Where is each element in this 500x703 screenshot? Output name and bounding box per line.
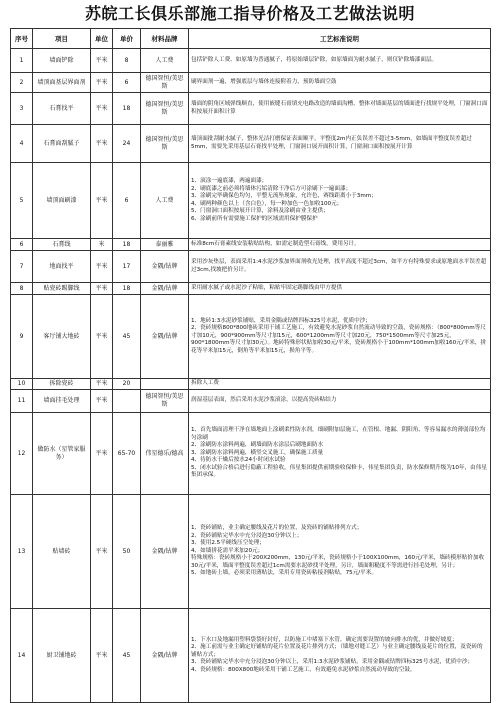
table-row [11,251,491,283]
row-unit: 平米 [91,295,113,379]
desc-line: 4、待防水干燥后按水24小时闭水试验 [191,457,286,464]
row-no: 10 [11,379,33,390]
table-body [11,49,491,703]
table-row [11,390,491,413]
desc-line: 3、瓷砖铺贴完毕水中充分浸泡30分钟以上，采用1:3水泥砂浆铺贴，采用金隅或钻牌四标325号水泥，优质中沙； [191,659,474,666]
header-item: 项目 [33,29,91,49]
row-brand: 德国智恒/美思斯 [141,73,189,93]
table-row [11,125,491,163]
table-row [11,49,491,73]
row-no: 13 [11,495,33,609]
row-price: 20 [113,379,141,390]
row-brand: 泰丽雅 [141,239,189,251]
row-unit: 平米 [91,379,113,390]
row-no: 11 [11,390,33,413]
desc-line: 4、刷两种颜色以上（含白色），每一种加色一色加收100元； [191,200,343,207]
row-price: 8 [113,49,141,73]
header-price: 单价 [113,29,141,49]
row-price: 50 [113,495,141,609]
desc-line: 1、滚涂一遍底漆，两遍面漆； [191,178,268,184]
row-brand: 德国智恒/美思斯 [141,390,189,413]
desc-line: 2、涂刷防水涂料两遍，刷墙面防水涂层后刷地面防水 [191,442,324,449]
desc-line: 4、如墙拼花需平米加20元； [191,547,264,554]
row-no: 6 [11,239,33,251]
row-price: 17 [113,251,141,283]
row-unit: 平米 [91,125,113,163]
header-unit: 单位 [91,29,113,49]
row-desc [189,295,491,379]
desc-line: 特殊规格：瓷砖规格小于200X200mm，130元/平米，瓷砖规格小于100X100mm，160元/平米，墙砖模形贴价加收30元/平米，墙面平整度误差超过1cm需要水泥砂找平处理，另计，墙面粗糙度不等需进行挂毛处理，另计； [191,555,485,569]
desc-line: 刷界面剂一遍，增强底层与墙体连接附着力，预防墙面空鼓 [191,78,337,85]
table-row [11,379,491,390]
row-desc [189,163,491,239]
table-row [11,413,491,495]
row-brand: 金隅/钻牌 [141,495,189,609]
row-unit: 平米 [91,390,113,413]
row-item: 贴墙砖 [33,495,91,609]
desc-line: 2、刷底漆之前必须将墙体污垢清除干净后方可涂刷下一遍面漆； [191,185,352,192]
row-desc [189,379,491,390]
desc-line: 2、瓷砖铺贴完毕水中充分浸泡30分钟以上； [191,532,303,539]
row-item: 墙顶面基层界面剂 [33,73,91,93]
row-item: 客厅铺大地砖 [33,295,91,379]
desc-line: 拆除人工费 [191,380,219,387]
desc-line: 1、下水口及地漏用塑料袋袋好封好，以防施工中堵塞下水管，确定需要设置的坡向排水的优，并做好坡度； [191,636,458,643]
row-item: 石膏面刮腻子 [33,125,91,163]
row-no: 9 [11,295,33,379]
row-no: 2 [11,73,33,93]
row-brand: 金隅/钻牌 [141,295,189,379]
row-brand [141,379,189,390]
desc-line: 3、使用2.5平硬线压空处理； [191,540,265,547]
row-no: 4 [11,125,33,163]
row-desc [189,125,491,163]
row-item: 墙顶面刷漆 [33,163,91,239]
row-unit: 平米 [91,251,113,283]
row-price: 18 [113,283,141,295]
desc-line: 1、首先墙面清理干净在墙地面上涂刷柔性防水剂，细刷附加层施工，在管根、地漏、阴阳角、等容易漏水的薄弱部位均匀涂刷 [191,427,486,441]
desc-line: 5、闭水试验合格后进行隐蔽工程验收，伟星集团提供前期验收保修卡，伟星集团负责，防水保修期升级为10年，由伟星集团承保。 [191,464,487,479]
row-desc [189,390,491,413]
row-desc [189,251,491,283]
row-desc [189,413,491,495]
row-price: 6 [113,73,141,93]
row-unit: 平米 [91,73,113,93]
desc-line: 3、涂刷防水涂料两遍，横竖交叉施工，确保施工质量 [191,449,324,456]
row-desc [189,93,491,125]
row-desc [189,495,491,609]
row-price: 6 [113,163,141,239]
table-row [11,609,491,703]
table-row [11,163,491,239]
desc-line: 2、施工前需与业主确定好铺贴的花片位置及花片排列方式；（墙地对缝工艺）与业主确定腰线及花片的位置，及瓷砖的铺贴方式； [191,644,483,658]
desc-line: 墙顶面批刮耐水腻子，整体光洁打磨保证表面顺平，平整度2m内正负误差不超过3-5mm，如墙面平整度误差超过5mm，需要先采用基层石膏找平处理，门窗洞口展开面积计算，门窗洞口面积按展开计算 [191,136,472,150]
row-brand: 德国智恒/美思斯 [141,125,189,163]
row-price [113,390,141,413]
row-no: 8 [11,283,33,295]
row-item: 贴瓷砖踢脚线 [33,283,91,295]
table-header-row [11,29,491,49]
desc-line: 采用耐水腻子或水泥沙子粘贴，粘贴牢固定踢脚线由甲方提供 [191,284,343,291]
row-brand: 金隅/钻牌 [141,283,189,295]
row-brand: 金隅/钻牌 [141,251,189,283]
row-price: 18 [113,239,141,251]
row-brand: 德国智恒/美思斯 [141,93,189,125]
row-brand: 金隅/钻牌 [141,609,189,703]
row-price: 65-70 [113,413,141,495]
desc-line: 标准8cm石膏素线安装粘贴结构，如需定制造型石膏线，费用另计。 [191,240,360,247]
row-brand: 伟星德乐/德高 [141,413,189,495]
desc-line: 4、瓷砖规格：800X800地砖采用干铺工艺施工，有效避免水泥砂浆自然流动导致的空鼓。 [191,666,416,673]
row-desc [189,283,491,295]
price-table [10,28,491,703]
desc-line: 1、地砖1:3水泥砂浆铺贴，采用金隅或钻牌四标325号水泥，优质中沙； [191,317,371,324]
row-unit: 平米 [91,283,113,295]
row-no: 7 [11,251,33,283]
desc-line: 润湿基层表面，然后采用水泥沙浆滚涂，以提高瓷砖粘结力 [191,397,337,404]
row-item: 厨卫铺地砖 [33,609,91,703]
row-no: 12 [11,413,33,495]
row-item: 地面找平 [33,251,91,283]
table-row [11,495,491,609]
desc-line: 5、门窗洞口面积按展开计算，涂料及涂刷由业主提供； [191,208,329,214]
row-brand: 人工费 [141,49,189,73]
row-price: 45 [113,295,141,379]
document-title: 苏皖工长俱乐部施工指导价格及工艺做法说明 [84,4,415,23]
row-no: 14 [11,609,33,703]
row-desc [189,239,491,251]
row-price: 45 [113,609,141,703]
row-item: 墙面铲除 [33,49,91,73]
row-item: 做防水（星管家服务） [33,413,91,495]
row-item: 墙面挂毛处理 [33,390,91,413]
row-item: 石膏线 [33,239,91,251]
desc-line: 3、涂刷完毕确保色均匀，平整无流坠现象，允许色，赛线距离小于3mm； [191,193,377,199]
row-no: 5 [11,163,33,239]
desc-line: 6、涂刷前所有需要施工保护的区域需用保护膜保护 [191,215,318,222]
header-desc: 工艺标准说明 [189,29,491,49]
row-unit: 米 [91,239,113,251]
desc-line: 2、瓷砖规格800*800地砖采用干铺工艺施工，有效避免水泥砂浆自然流动导致的空鼓，瓷砖规格：（800*800mm等尺寸加10元，900*900mm等尺寸加15元，600*1200mm等尺寸加20元，750*1500mm等尺寸加25元，900*1800mm等尺寸加30元）。地砖特殊形状贴加收30元/平米，瓷砖规格小于100mm*100mm加收160元/平米，拼花等平米加15元，倒角等平米加15元，损角平等。 [191,325,487,354]
table-row [11,93,491,125]
row-unit: 平米 [91,49,113,73]
table-row [11,239,491,251]
row-unit: 平米 [91,413,113,495]
desc-line: 1、瓷砖铺贴，业主确定腰线及花片的位置，及瓷砖的铺贴排列方式； [191,525,363,532]
desc-line: 包括铲除人工费、如原墙为普通腻子，将原始墙层铲除，如原墙面为耐水腻子，则仅铲除墙漆面层。 [191,56,438,63]
table-row [11,283,491,295]
table-row [11,295,491,379]
row-item: 石膏找平 [33,93,91,125]
row-desc [189,73,491,93]
desc-line: 采用沙灰垫层，表面采用1:4水泥沙浆加界面剂收光处理，找平高度不超过3cm，如平方有特殊要求或原地面水平误差超过3cm,找坡把价另计。 [191,259,487,273]
row-no: 3 [11,93,33,125]
header-brand: 材料品牌 [141,29,189,49]
row-unit: 平米 [91,495,113,609]
row-price: 24 [113,125,141,163]
row-unit: 平米 [91,163,113,239]
row-price: 18 [113,93,141,125]
row-desc [189,49,491,73]
row-item: 拆除瓷砖 [33,379,91,390]
table-row [11,73,491,93]
desc-line: 墙面的阴角区域弹线顺直，使用嵌缝石膏填充电路改造的墙面沟槽，整体对墙面基层的墙面进行找规平处理，门窗洞口面积按展开面积计算 [191,101,488,115]
row-brand: 人工费 [141,163,189,239]
row-no: 1 [11,49,33,73]
row-unit: 平米 [91,93,113,125]
desc-line: 5、如地砖上墙，必须采用薄贴法，采用专用瓷砖粘接剂粘贴，75元/平米。 [191,570,377,577]
header-no: 序号 [11,29,33,49]
row-desc [189,609,491,703]
row-unit: 平米 [91,609,113,703]
